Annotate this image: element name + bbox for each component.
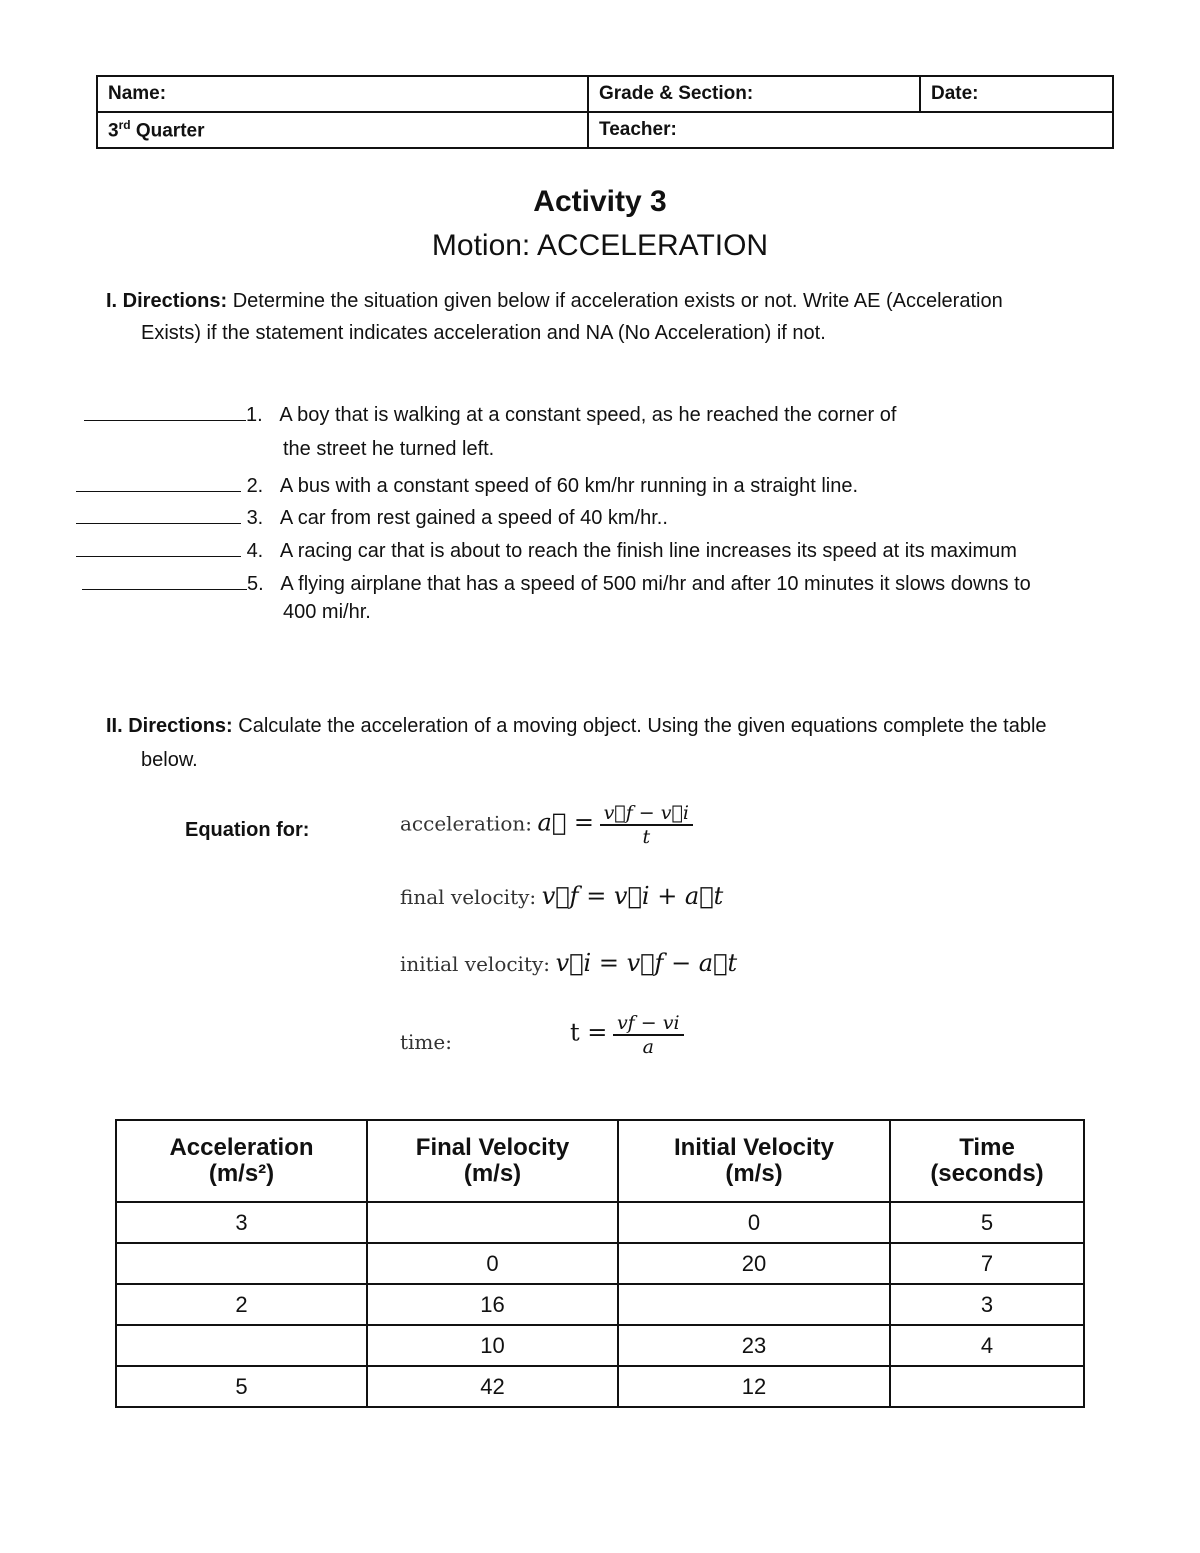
table-cell[interactable]: 20 bbox=[618, 1243, 890, 1284]
quarter-sup: rd bbox=[118, 117, 131, 132]
equation-denominator: a bbox=[642, 1036, 654, 1058]
table-cell[interactable] bbox=[367, 1202, 618, 1243]
part1-text2: Exists) if the statement indicates acceleration and NA (No Acceleration) if not. bbox=[141, 322, 826, 344]
part1-label: I. Directions: bbox=[106, 290, 228, 312]
table-cell[interactable]: 10 bbox=[367, 1325, 618, 1366]
table-cell[interactable]: 3 bbox=[890, 1284, 1084, 1325]
table-cell[interactable]: 5 bbox=[890, 1202, 1084, 1243]
part2-text2: below. bbox=[141, 749, 198, 771]
equation-lhs: t = bbox=[570, 1018, 608, 1047]
table-cell[interactable]: 7 bbox=[890, 1243, 1084, 1284]
table-row bbox=[116, 1325, 1084, 1366]
table-cell[interactable] bbox=[618, 1284, 890, 1325]
question-number: 4. bbox=[246, 540, 264, 562]
equation-time-label-wrap bbox=[400, 1030, 452, 1055]
table-row bbox=[116, 1243, 1084, 1284]
table-cell[interactable]: 12 bbox=[618, 1366, 890, 1407]
teacher-label: Teacher: bbox=[599, 119, 677, 140]
header-unit: (m/s) bbox=[725, 1160, 783, 1187]
question-text-cont: the street he turned left. bbox=[283, 438, 495, 460]
table-cell[interactable]: 3 bbox=[116, 1202, 367, 1243]
table-cell[interactable]: 2 bbox=[116, 1284, 367, 1325]
name-field[interactable] bbox=[97, 76, 588, 112]
grade-section-field[interactable] bbox=[588, 76, 920, 112]
quarter-label: Quarter bbox=[135, 120, 205, 142]
table-row bbox=[116, 1284, 1084, 1325]
table-cell[interactable] bbox=[116, 1243, 367, 1284]
question-text: A boy that is walking at a constant speed, as he reached the corner of bbox=[279, 404, 897, 426]
part1-directions bbox=[106, 290, 1003, 313]
part2-label: II. Directions: bbox=[106, 715, 233, 737]
date-label: Date: bbox=[931, 83, 979, 104]
table-header-row bbox=[116, 1120, 1084, 1202]
answer-blank-5[interactable] bbox=[82, 588, 247, 590]
equation-expression: v⃗f = v⃗i + a⃗t bbox=[541, 882, 724, 910]
header-unit: (m/s²) bbox=[208, 1160, 275, 1187]
question-number: 1. bbox=[246, 404, 263, 426]
table-cell[interactable] bbox=[116, 1325, 367, 1366]
table-cell[interactable]: 0 bbox=[367, 1243, 618, 1284]
answer-blank-4[interactable] bbox=[76, 555, 241, 557]
part1-text1: Determine the situation given below if acceleration exists or not. Write AE (Acceleration bbox=[232, 290, 1003, 312]
quarter-number: 3 bbox=[108, 120, 119, 142]
table-cell[interactable]: 4 bbox=[890, 1325, 1084, 1366]
equation-time bbox=[570, 1012, 684, 1058]
part2-text1: Calculate the acceleration of a moving object. Using the given equations complete the table bbox=[238, 715, 1047, 737]
equation-lhs: a⃗ = bbox=[537, 808, 594, 837]
equation-label: time: bbox=[400, 1030, 452, 1054]
answer-blank-1[interactable] bbox=[84, 419, 246, 421]
equation-for-label: Equation for: bbox=[185, 819, 310, 841]
equation-final-velocity bbox=[400, 882, 723, 910]
question-number: 2. bbox=[246, 475, 264, 497]
header-table bbox=[96, 75, 1114, 149]
date-field[interactable] bbox=[920, 76, 1113, 112]
question-text-cont: 400 mi/hr. bbox=[283, 601, 371, 623]
header-final-velocity bbox=[367, 1120, 618, 1202]
question-number: 5. bbox=[247, 573, 264, 595]
table-cell[interactable]: 42 bbox=[367, 1366, 618, 1407]
header-unit: (m/s) bbox=[463, 1160, 522, 1187]
header-text: Final Velocity bbox=[415, 1134, 570, 1161]
question-number: 3. bbox=[246, 507, 264, 529]
equation-numerator: v⃗f − v⃗i bbox=[600, 802, 693, 826]
header-unit: (seconds) bbox=[930, 1160, 1044, 1187]
part2-directions bbox=[106, 715, 1047, 738]
equation-initial-velocity bbox=[400, 949, 737, 977]
question-text: A racing car that is about to reach the finish line increases its speed at its maximum bbox=[279, 540, 1017, 562]
equation-label: final velocity: bbox=[400, 885, 537, 909]
equation-acceleration bbox=[400, 802, 693, 848]
equation-expression: v⃗i = v⃗f − a⃗t bbox=[555, 949, 738, 977]
header-text: Initial Velocity bbox=[673, 1134, 835, 1161]
teacher-field[interactable] bbox=[588, 112, 1113, 148]
question-text: A car from rest gained a speed of 40 km/hr.. bbox=[279, 507, 668, 529]
quarter-cell bbox=[97, 112, 588, 148]
table-row bbox=[116, 1366, 1084, 1407]
question-text: A flying airplane that has a speed of 500 mi/hr and after 10 minutes it slows downs to bbox=[280, 573, 1031, 595]
answer-blank-2[interactable] bbox=[76, 490, 241, 492]
question-5 bbox=[82, 573, 1031, 596]
table-cell[interactable] bbox=[890, 1366, 1084, 1407]
question-3 bbox=[76, 507, 668, 530]
header-text: Time bbox=[959, 1134, 1015, 1161]
question-text: A bus with a constant speed of 60 km/hr running in a straight line. bbox=[279, 475, 859, 497]
equation-label: initial velocity: bbox=[400, 952, 551, 976]
question-1 bbox=[84, 404, 896, 427]
table-cell[interactable]: 23 bbox=[618, 1325, 890, 1366]
equation-label: acceleration: bbox=[400, 811, 532, 836]
acceleration-table bbox=[115, 1119, 1085, 1408]
name-label: Name: bbox=[108, 83, 167, 104]
equation-denominator: t bbox=[642, 826, 651, 848]
header-acceleration bbox=[116, 1120, 367, 1202]
question-2 bbox=[76, 475, 858, 498]
table-cell[interactable]: 16 bbox=[367, 1284, 618, 1325]
table-row bbox=[116, 1202, 1084, 1243]
page-subtitle: Motion: ACCELERATION bbox=[431, 229, 769, 262]
table-cell[interactable]: 0 bbox=[618, 1202, 890, 1243]
equation-numerator: vf − vi bbox=[613, 1012, 684, 1036]
grade-label: Grade & Section: bbox=[599, 83, 754, 104]
question-4 bbox=[76, 540, 1017, 563]
header-text: Acceleration bbox=[169, 1134, 314, 1161]
answer-blank-3[interactable] bbox=[76, 522, 241, 524]
page-title: Activity 3 bbox=[533, 185, 667, 218]
table-cell[interactable]: 5 bbox=[116, 1366, 367, 1407]
header-time bbox=[890, 1120, 1084, 1202]
header-initial-velocity bbox=[618, 1120, 890, 1202]
